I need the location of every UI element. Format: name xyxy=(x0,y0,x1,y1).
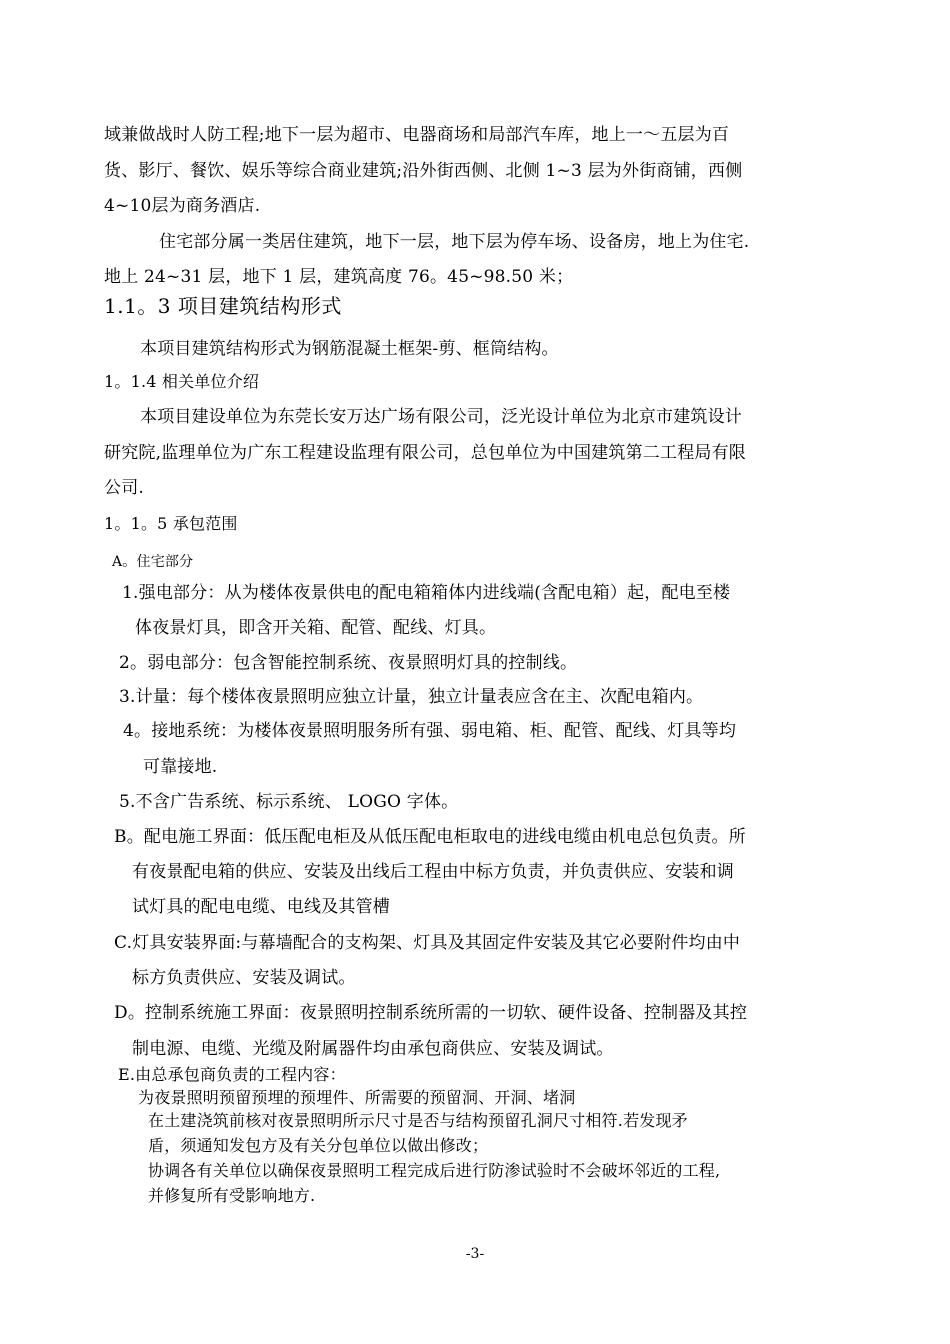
section-113-heading: 1.1。3 项目建筑结构形式 xyxy=(104,294,342,318)
para1-line1: 域兼做战时人防工程;地下一层为超市、电器商场和局部汽车库，地上一～五层为百 xyxy=(104,125,730,145)
para2-line2: 地上 24~31 层，地下 1 层，建筑高度 76。45~98.50 米； xyxy=(104,267,574,287)
section-e-line1: 为夜景照明预留预埋的预埋件、所需要的预留洞、开洞、堵洞 xyxy=(138,1088,576,1107)
section-d-line1: D。控制系统施工界面：夜景照明控制系统所需的一切软、硬件设备、控制器及其控 xyxy=(114,1003,748,1023)
page-number: -3- xyxy=(465,1246,485,1262)
section-115-a-title: A。住宅部分 xyxy=(112,554,194,570)
para1-line3: 4~10层为商务酒店. xyxy=(104,196,261,216)
section-e-title: E.由总承包商负责的工程内容： xyxy=(118,1065,346,1084)
section-b-line2: 有夜景配电箱的供应、安装及出线后工程由中标方负责，并负责供应、安装和调 xyxy=(132,862,734,882)
para2-line1: 住宅部分属一类居住建筑，地下一层，地下层为停车场、设备房，地上为住宅. xyxy=(159,232,750,252)
item2: 2。弱电部分：包含智能控制系统、夜景照明灯具的控制线。 xyxy=(119,653,578,673)
section-d-line2: 制电源、电缆、光缆及附属器件均由承包商供应、安装及调试。 xyxy=(132,1039,614,1059)
section-114-heading: 1。1.4 相关单位介绍 xyxy=(104,372,260,391)
section-114-line1: 本项目建设单位为东莞长安万达广场有限公司，泛光设计单位为北京市建筑设计 xyxy=(140,407,742,427)
item3: 3.计量：每个楼体夜景照明应独立计量，独立计量表应含在主、次配电箱内。 xyxy=(119,687,704,707)
section-c-line1: C.灯具安装界面:与幕墙配合的支构架、灯具及其固定件安装及其它必要附件均由中 xyxy=(114,933,741,953)
item4-line1: 4。接地系统：为楼体夜景照明服务所有强、弱电箱、柜、配管、配线、灯具等均 xyxy=(123,721,737,741)
section-113-text: 本项目建筑结构形式为钢筋混凝土框架-剪、框筒结构。 xyxy=(140,339,559,359)
section-b-line1: B。配电施工界面：低压配电柜及从低压配电柜取电的进线电缆由机电总包负责。所 xyxy=(114,827,746,847)
item5: 5.不含广告系统、标示系统、 LOGO 字体。 xyxy=(119,792,459,812)
section-114-line2: 研究院,监理单位为广东工程建设监理有限公司，总包单位为中国建筑第二工程局有限 xyxy=(104,443,747,463)
section-e-line3: 盾，须通知发包方及有关分包单位以做出修改； xyxy=(148,1136,489,1155)
section-e-line2: 在土建浇筑前核对夜景照明所示尺寸是否与结构预留孔洞尺寸相符.若发现矛 xyxy=(148,1111,688,1130)
section-c-line2: 标方负责供应、安装及调试。 xyxy=(132,968,356,988)
section-b-line3: 试灯具的配电电缆、电线及其管槽 xyxy=(132,897,390,917)
item4-line2: 可靠接地. xyxy=(143,757,218,777)
section-e-line4: 协调各有关单位以确保夜景照明工程完成后进行防渗试验时不会破坏邻近的工程, xyxy=(148,1161,721,1180)
section-e-line5: 并修复所有受影响地方. xyxy=(148,1186,316,1205)
section-114-line3: 公司. xyxy=(104,478,145,498)
item1-line1: 1.强电部分：从为楼体夜景供电的配电箱箱体内进线端(含配电箱）起，配电至楼 xyxy=(122,583,731,603)
para1-line2: 货、影厅、餐饮、娱乐等综合商业建筑;沿外街西侧、北侧 1~3 层为外街商铺，西侧 xyxy=(104,161,743,181)
section-115-heading: 1。1。5 承包范围 xyxy=(104,514,238,533)
item1-line2: 体夜景灯具，即含开关箱、配管、配线、灯具。 xyxy=(135,618,497,638)
